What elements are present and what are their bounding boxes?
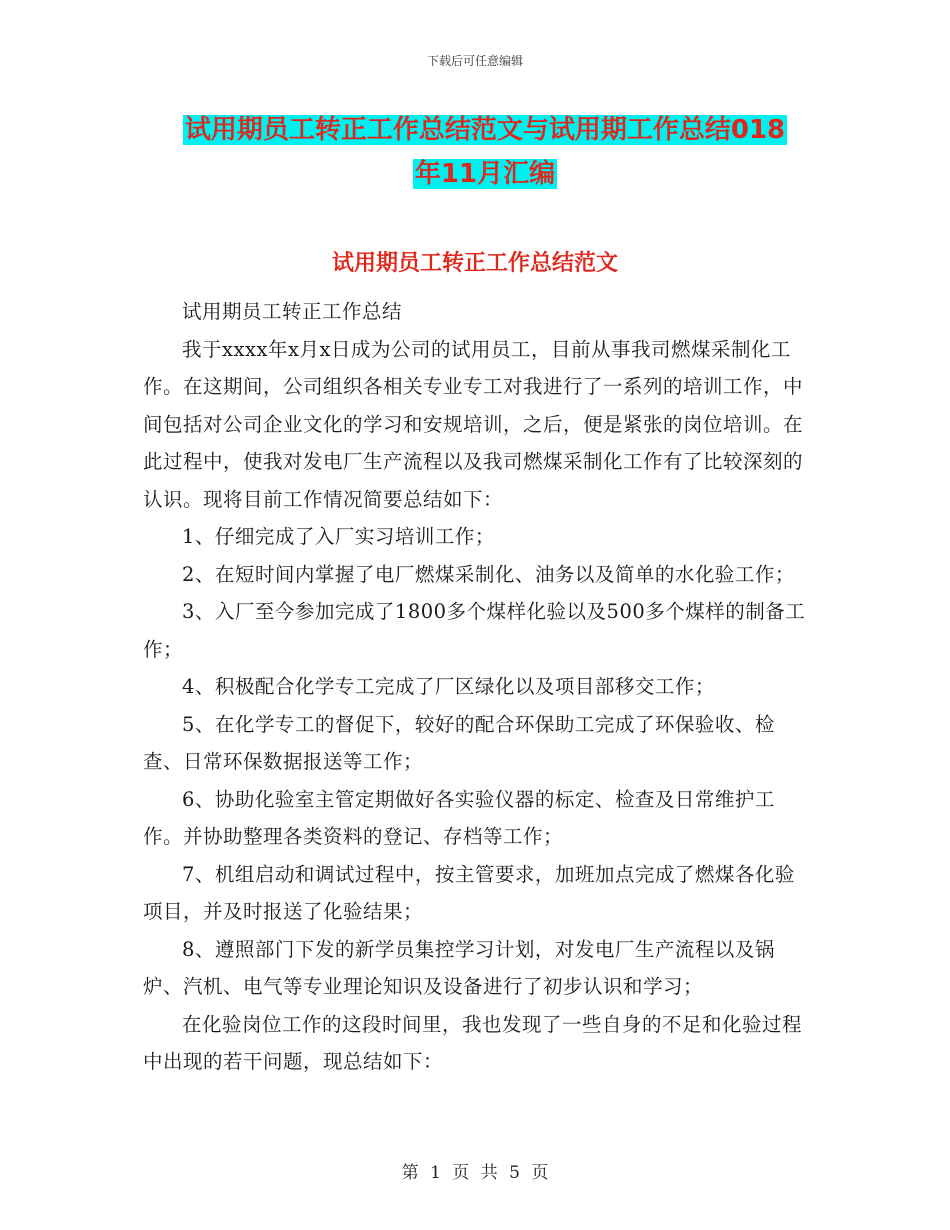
page-header-note: 下载后可任意编辑 [426,54,523,68]
list-item-7: 7、机组启动和调试过程中，按主管要求，加班加点完成了燃煤各化验项目，并及时报送了化验结果； [143,862,795,923]
title-line-2: 年11月汇编 [414,159,556,189]
subheading-paragraph: 试用期员工转正工作总结 [182,300,403,323]
page-footer: 第 1 页 共 5 页 [401,1163,549,1183]
title-line-1: 试用期员工转正工作总结范文与试用期工作总结018 [184,115,786,145]
document-title [140,108,830,196]
section-title: 试用期员工转正工作总结范文 [331,251,618,276]
list-item-3: 3、入厂至今参加完成了1800多个煤样化验以及500多个煤样的制备工作； [143,600,806,661]
list-item-1: 1、仔细完成了入厂实习培训工作； [182,525,495,548]
list-item-6: 6、协助化验室主管定期做好各实验仪器的标定、检查及日常维护工作。并协助整理各类资料的登记、存档等工作； [143,787,775,848]
closing-paragraph: 在化验岗位工作的这段时间里，我也发现了一些自身的不足和化验过程中出现的若干问题，现总结如下： [143,1012,803,1073]
list-item-2: 2、在短时间内掌握了电厂燃煤采制化、油务以及简单的水化验工作； [182,562,795,586]
list-item-8: 8、遵照部门下发的新学员集控学习计划，对发电厂生产流程以及锅炉、汽机、电气等专业理论知识及设备进行了初步认识和学习； [143,937,775,998]
list-item-5: 5、在化学专工的督促下，较好的配合环保助工完成了环保验收、检查、日常环保数据报送等工作； [143,712,775,773]
intro-paragraph: 我于xxxx年x月x日成为公司的试用员工，目前从事我司燃煤采制化工作。在这期间，公司组织各相关专业专工对我进行了一系列的培训工作，中间包括对公司企业文化的学习和安规培训，之后，便是紧张的岗位培训。在此过程中，使我对发电厂生产流程以及我司燃煤采制化工作有了比较深刻的认识。现将目前工作情况简要总结如下： [143,337,804,511]
list-item-4: 4、积极配合化学专工完成了厂区绿化以及项目部移交工作； [182,675,715,698]
document-body [143,293,811,1081]
